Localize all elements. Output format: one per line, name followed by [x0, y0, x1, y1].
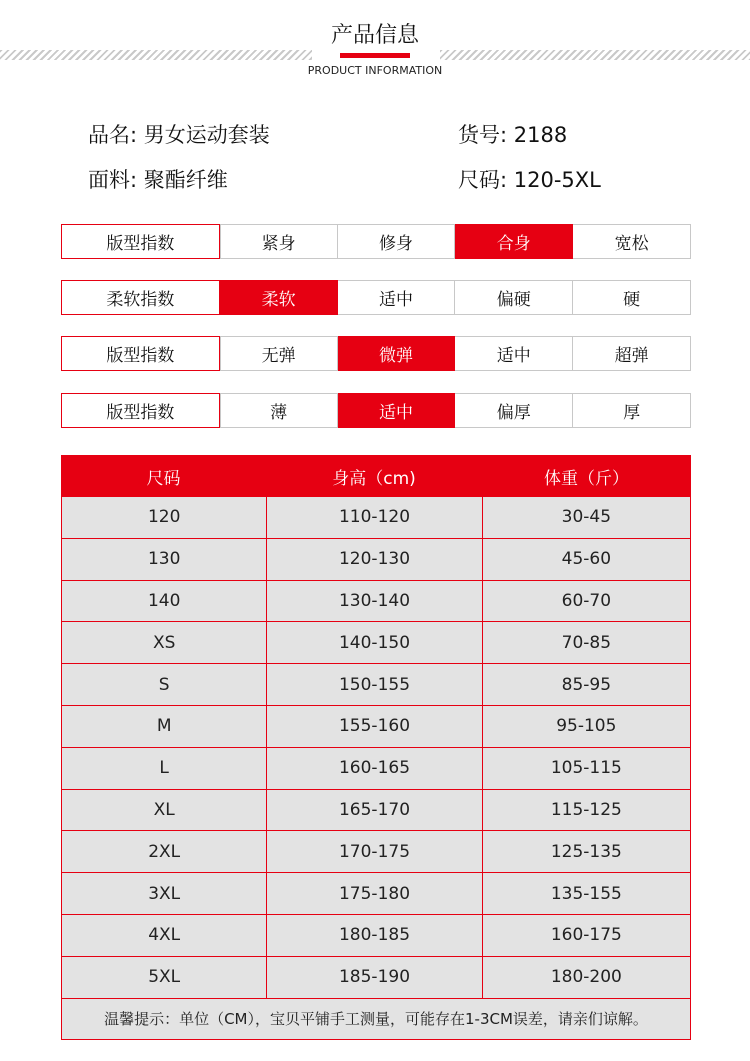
cell-height: 170-175	[266, 831, 481, 872]
header-height: 身高（cm)	[332, 468, 416, 489]
cell-size: XS	[152, 632, 176, 653]
cell-size: M	[156, 716, 172, 737]
cell-weight: 160-175	[482, 915, 690, 956]
cell-size: 4XL	[148, 925, 181, 946]
cell-height: 175-180	[266, 873, 481, 914]
table-row	[62, 748, 690, 790]
index-option: 适中	[338, 280, 456, 315]
size-table	[61, 455, 691, 1040]
cell-weight: 30-45	[482, 497, 690, 538]
cell-size: 2XL	[148, 841, 181, 862]
index-row	[61, 280, 691, 315]
index-label: 版型指数	[61, 393, 220, 428]
product-size	[458, 164, 601, 194]
product-sku-value: 2188	[513, 123, 568, 147]
index-option: 偏硬	[455, 280, 573, 315]
size-table-body	[61, 497, 691, 999]
cell-height: 155-160	[266, 706, 481, 747]
product-name-value: 男女运动套装	[143, 123, 270, 147]
cell-weight: 45-60	[482, 539, 690, 580]
index-label: 版型指数	[61, 224, 220, 259]
section-title: 产品信息	[330, 23, 419, 48]
index-option: 适中	[455, 336, 573, 371]
product-fabric	[88, 164, 228, 194]
table-row	[62, 664, 690, 706]
cell-weight: 105-115	[482, 748, 690, 789]
cell-height: 140-150	[266, 622, 481, 663]
product-sku	[458, 119, 567, 149]
index-option-active: 微弹	[338, 336, 456, 371]
product-size-key: 尺码:	[458, 168, 508, 192]
cell-weight: 70-85	[482, 622, 690, 663]
table-row	[62, 831, 690, 873]
cell-height: 120-130	[266, 539, 481, 580]
index-option: 硬	[573, 280, 691, 315]
index-option: 偏厚	[455, 393, 573, 428]
index-option: 超弹	[573, 336, 691, 371]
index-label: 柔软指数	[61, 280, 220, 315]
cell-size: 5XL	[148, 967, 181, 988]
product-fabric-value: 聚酯纤维	[143, 168, 228, 192]
index-row	[61, 224, 691, 259]
cell-height: 110-120	[266, 497, 481, 538]
section-subtitle: PRODUCT INFORMATION	[307, 64, 443, 77]
size-table-note: 温馨提示：单位（CM），宝贝平铺手工测量，可能存在1-3CM误差，请亲们谅解。	[61, 999, 691, 1040]
cell-size: 120	[147, 507, 181, 528]
cell-size: S	[158, 674, 170, 695]
index-label: 版型指数	[61, 336, 220, 371]
cell-height: 160-165	[266, 748, 481, 789]
index-option: 修身	[338, 224, 456, 259]
table-row	[62, 581, 690, 623]
index-option: 宽松	[573, 224, 691, 259]
cell-size: XL	[153, 799, 175, 820]
header-size: 尺码	[146, 468, 181, 489]
cell-size: 130	[147, 549, 181, 570]
product-fabric-key: 面料:	[88, 168, 138, 192]
cell-size: 3XL	[148, 883, 181, 904]
product-name	[88, 119, 270, 149]
cell-weight: 95-105	[482, 706, 690, 747]
product-sku-key: 货号:	[458, 123, 508, 147]
cell-height: 185-190	[266, 957, 481, 998]
index-option: 厚	[573, 393, 691, 428]
cell-weight: 135-155	[482, 873, 690, 914]
cell-size: L	[159, 758, 169, 779]
size-table-header	[61, 455, 691, 497]
index-option: 薄	[220, 393, 338, 428]
cell-height: 165-170	[266, 790, 481, 831]
table-row	[62, 790, 690, 832]
section-header	[0, 0, 750, 90]
cell-height: 180-185	[266, 915, 481, 956]
cell-weight: 180-200	[482, 957, 690, 998]
index-option-active: 适中	[338, 393, 456, 428]
table-row	[62, 706, 690, 748]
cell-size: 140	[147, 590, 181, 611]
header-hatch-right	[440, 50, 750, 60]
index-option: 无弹	[220, 336, 338, 371]
cell-height: 130-140	[266, 581, 481, 622]
cell-height: 150-155	[266, 664, 481, 705]
table-row	[62, 497, 690, 539]
cell-weight: 125-135	[482, 831, 690, 872]
title-underline	[340, 53, 410, 58]
index-option-active: 柔软	[220, 280, 338, 315]
product-size-value: 120-5XL	[513, 168, 601, 192]
index-option: 紧身	[220, 224, 338, 259]
product-name-key: 品名:	[88, 123, 138, 147]
header-weight: 体重（斤）	[544, 468, 629, 489]
table-row	[62, 622, 690, 664]
index-row	[61, 393, 691, 428]
table-row	[62, 957, 690, 999]
header-hatch-left	[0, 50, 312, 60]
table-row	[62, 873, 690, 915]
cell-weight: 60-70	[482, 581, 690, 622]
table-row	[62, 915, 690, 957]
index-row	[61, 336, 691, 371]
cell-weight: 115-125	[482, 790, 690, 831]
table-row	[62, 539, 690, 581]
index-option-active: 合身	[455, 224, 573, 259]
cell-weight: 85-95	[482, 664, 690, 705]
